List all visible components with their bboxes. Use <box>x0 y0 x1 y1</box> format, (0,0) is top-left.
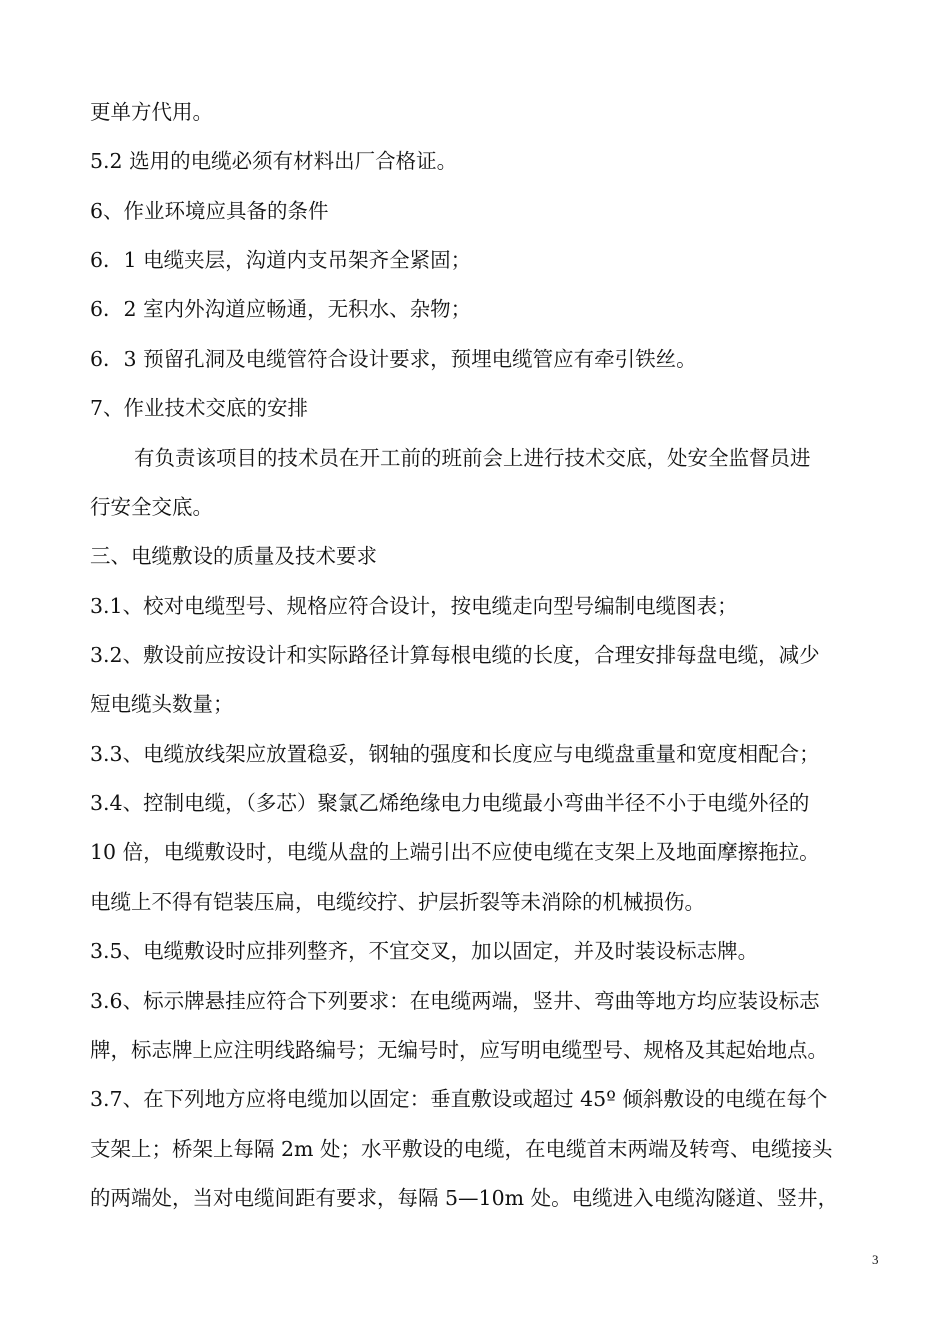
text-line-3-7a: 3.7、在下列地方应将电缆加以固定：垂直敷设或超过 45º 倾斜敷设的电缆在每个 <box>90 1087 828 1111</box>
text-line-3-2a: 3.2、敷设前应按设计和实际路径计算每根电缆的长度，合理安排每盘电缆，减少 <box>90 643 820 667</box>
text-line-3-7b: 支架上；桥架上每隔 2m 处；水平敷设的电缆，在电缆首末两端及转弯、电缆接头 <box>90 1137 833 1161</box>
section-heading-3: 三、电缆敷设的质量及技术要求 <box>90 544 377 568</box>
text-line-3-4a: 3.4、控制电缆，（多芯）聚氯乙烯绝缘电力电缆最小弯曲半径不小于电缆外径的 <box>90 791 810 815</box>
text-line-6-1: 6．1 电缆夹层，沟道内支吊架齐全紧固； <box>90 248 472 272</box>
text-line-3-6a: 3.6、标示牌悬挂应符合下列要求：在电缆两端，竖井、弯曲等地方均应装设标志 <box>90 989 820 1013</box>
section-heading-7: 7、作业技术交底的安排 <box>90 396 309 420</box>
paragraph-line-2: 行安全交底。 <box>90 495 213 519</box>
text-line-6-3: 6．3 预留孔洞及电缆管符合设计要求，预埋电缆管应有牵引铁丝。 <box>90 347 697 371</box>
text-line-6-2: 6．2 室内外沟道应畅通，无积水、杂物； <box>90 297 472 321</box>
text-line-3-3: 3.3、电缆放线架应放置稳妥，钢轴的强度和长度应与电缆盘重量和宽度相配合； <box>90 742 820 766</box>
text-line-3-1: 3.1、校对电缆型号、规格应符合设计，按电缆走向型号编制电缆图表； <box>90 594 738 618</box>
text-line-3-6b: 牌，标志牌上应注明线路编号；无编号时，应写明电缆型号、规格及其起始地点。 <box>90 1038 828 1062</box>
text-line-3-2b: 短电缆头数量； <box>90 692 234 716</box>
text-line-1: 更单方代用。 <box>90 100 213 124</box>
paragraph-line-1: 有负责该项目的技术员在开工前的班前会上进行技术交底，处安全监督员进 <box>134 446 811 470</box>
text-line-2: 5.2 选用的电缆必须有材料出厂合格证。 <box>90 149 458 173</box>
text-line-3-7c: 的两端处，当对电缆间距有要求，每隔 5—10m 处。电缆进入电缆沟隧道、竖井， <box>90 1186 839 1210</box>
section-heading-6: 6、作业环境应具备的条件 <box>90 199 329 223</box>
page-number: 3 <box>872 1252 879 1267</box>
text-line-3-4b: 10 倍，电缆敷设时，电缆从盘的上端引出不应使电缆在支架上及地面摩擦拖拉。 <box>90 840 820 864</box>
text-line-3-5: 3.5、电缆敷设时应排列整齐，不宜交叉，加以固定，并及时装设标志牌。 <box>90 939 759 963</box>
text-line-3-4c: 电缆上不得有铠装压扁，电缆绞拧、护层折裂等未消除的机械损伤。 <box>90 890 705 914</box>
